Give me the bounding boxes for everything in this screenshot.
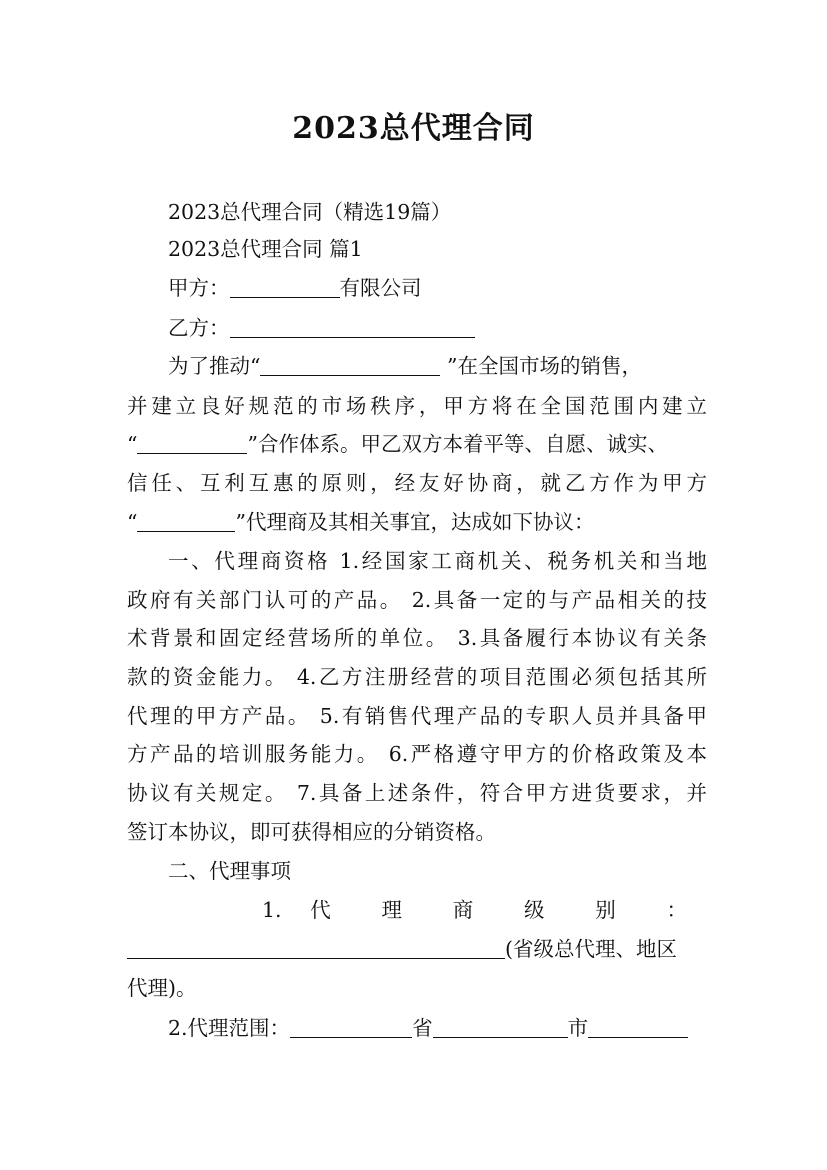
page-title: 2023总代理合同 xyxy=(292,111,535,146)
party-a-suffix: 有限公司 xyxy=(339,276,422,300)
part-heading: 2023总代理合同 篇1 xyxy=(168,237,363,261)
intro-line-1: 为了推动“ ”在全国市场的销售， xyxy=(168,354,642,378)
agent-level-blank xyxy=(127,938,505,959)
agent-scope-line: 2.代理范围： 省 市 xyxy=(168,1014,708,1042)
product-name-blank xyxy=(260,355,440,376)
district-blank xyxy=(588,1017,688,1038)
province-blank xyxy=(290,1017,412,1038)
agent-level-options-line: (省级总代理、地区 xyxy=(127,935,707,963)
party-b-line xyxy=(168,314,748,342)
section1-line-6: 方产品的培训服务能力。 6.严格遵守甲方的价格政策及本 xyxy=(127,742,707,766)
party-a-label: 甲方： xyxy=(168,276,230,300)
intro-line-2: 并建立良好规范的市场秩序，甲方将在全国范围内建立 xyxy=(127,394,707,418)
city-blank xyxy=(433,1017,568,1038)
agent-level-line: 1. 代 理 商 级 别 ： xyxy=(262,898,687,922)
section2-heading: 二、代理事项 xyxy=(168,859,291,883)
document-subtitle: 2023总代理合同（精选19篇） xyxy=(168,200,452,224)
intro-line-5: “ ”代理商及其相关事宜，达成如下协议： xyxy=(127,510,595,534)
section1-line-3: 术背景和固定经营场所的单位。 3.具备履行本协议有关条 xyxy=(127,626,707,650)
section1-line-1: 一、代理商资格 1.经国家工商机关、税务机关和当地 xyxy=(168,549,707,573)
section1-line-5: 代理的甲方产品。 5.有销售代理产品的专职人员并具备甲 xyxy=(127,704,707,728)
section1-line-8: 签订本协议，即可获得相应的分销资格。 xyxy=(127,820,496,844)
intro-line-4: 信任、互利互惠的原则，经友好协商，就乙方作为甲方 xyxy=(127,471,707,495)
intro-line-3: “ ”合作体系。甲乙双方本着平等、自愿、诚实、 xyxy=(127,432,668,456)
agent-level-end: 代理)。 xyxy=(127,976,197,1000)
agent-name-blank xyxy=(137,511,235,532)
party-a-name-blank xyxy=(230,277,340,298)
section1-line-4: 款的资金能力。 4.乙方注册经营的项目范围必须包括其所 xyxy=(127,665,707,689)
system-name-blank xyxy=(137,433,247,454)
party-a-line xyxy=(168,274,748,302)
party-b-name-blank xyxy=(230,317,475,338)
section1-line-7: 协议有关规定。 7.具备上述条件，符合甲方进货要求，并 xyxy=(127,781,707,805)
party-b-label: 乙方： xyxy=(168,316,230,340)
section1-line-2: 政府有关部门认可的产品。 2.具备一定的与产品相关的技 xyxy=(127,588,707,612)
